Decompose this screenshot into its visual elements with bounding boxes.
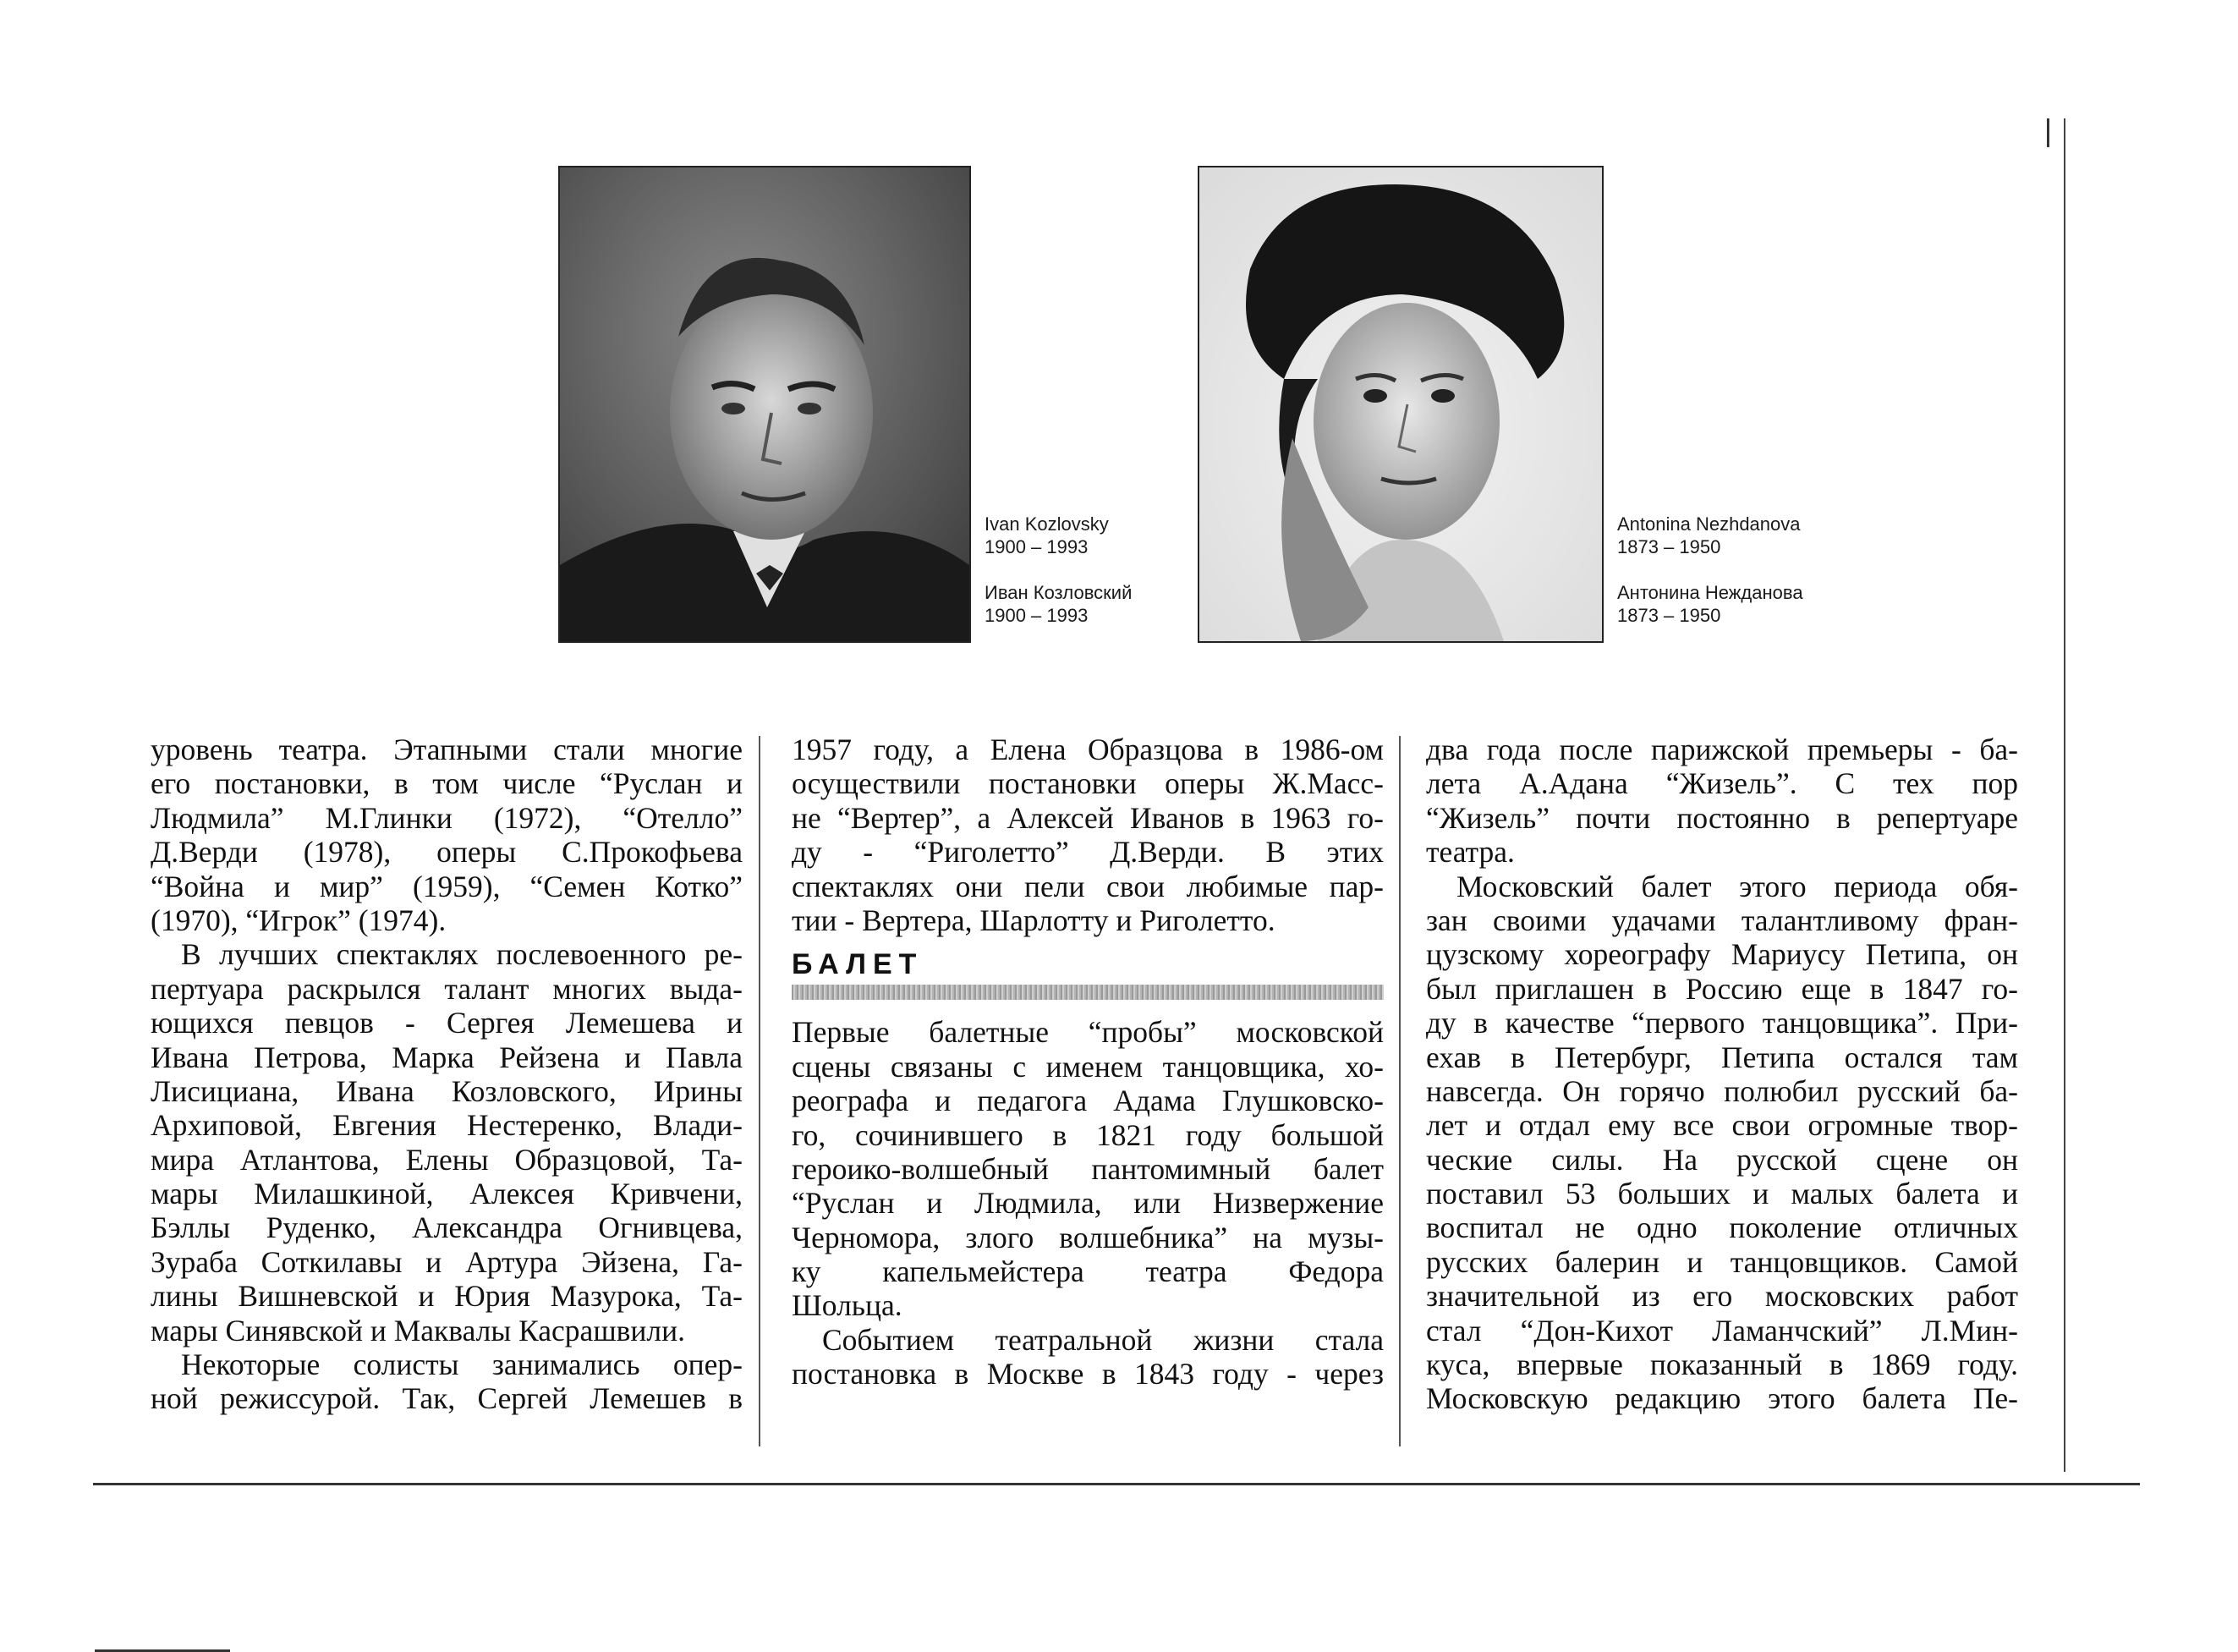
text-column-1 — [151, 733, 743, 1416]
section-title-ballet: БАЛЕТ — [792, 948, 924, 981]
paragraph-line: был приглашен в Россию еще в 1847 го- — [1426, 971, 2018, 1006]
paragraph-line: “Война и мир” (1959), “Семен Котко” — [151, 869, 743, 903]
paragraph-line: пертуара раскрылся талант многих выда- — [151, 971, 743, 1006]
text-column-2 — [792, 733, 1384, 1391]
paragraph-line: Шольца. — [792, 1288, 902, 1323]
paragraph-line: осуществили постановки оперы Ж.Масс- — [792, 766, 1384, 801]
caption-years-ru: 1900 – 1993 — [985, 605, 1089, 626]
paragraph-line: цузскому хореографу Мариусу Петипа, он — [1426, 937, 2018, 972]
paragraph-line: В лучших спектаклях послевоенного ре- — [181, 937, 743, 972]
paragraph-line: Первые балетные “пробы” московской — [792, 1015, 1384, 1050]
paragraph-line: Некоторые солисты занимались опер- — [181, 1347, 743, 1382]
caption-nezhdanova — [1617, 513, 1803, 627]
page-right-edge-line — [2064, 118, 2065, 1472]
paragraph-line: его постановки, в том числе “Руслан и — [151, 766, 743, 801]
paragraph-line: ду в качестве “первого танцовщика”. При- — [1426, 1006, 2018, 1040]
paragraph-line: воспитал не одно поколение отличных — [1426, 1210, 2018, 1245]
paragraph-line: ехав в Петербург, Петипа остался там — [1426, 1040, 2018, 1074]
paragraph-line: поставил 53 больших и малых балета и — [1426, 1177, 2018, 1211]
paragraph-line: Лисициана, Ивана Козловского, Ирины — [151, 1073, 743, 1108]
paragraph-line: спектаклях они пели свои любимые пар- — [792, 869, 1384, 903]
paragraph-line: го, сочинившего в 1821 году большой — [792, 1117, 1384, 1152]
paragraph-line: Людмила” М.Глинки (1972), “Отелло” — [151, 800, 743, 835]
caption-name-ru: Иван Козловский — [985, 582, 1133, 603]
portrait-kozlovsky-image — [560, 167, 969, 641]
caption-years-en: 1873 – 1950 — [1617, 536, 1721, 557]
column-divider-1 — [759, 736, 760, 1446]
paragraph-line: Черномора, злого волшебника” на музы- — [792, 1220, 1384, 1254]
paragraph-line: Архиповой, Евгения Нестеренко, Влади- — [151, 1108, 743, 1143]
caption-years-en: 1900 – 1993 — [985, 536, 1089, 557]
caption-name-ru: Антонина Нежданова — [1617, 582, 1803, 603]
text-column-3 — [1426, 733, 2018, 1416]
page-top-mark — [2047, 118, 2049, 147]
paragraph-line: ческие силы. На русской сцене он — [1426, 1142, 2018, 1177]
paragraph-line: сцены связаны с именем танцовщика, хо- — [792, 1049, 1384, 1084]
paragraph-line: постановка в Москве в 1843 году - через — [792, 1357, 1384, 1391]
caption-years-ru: 1873 – 1950 — [1617, 605, 1721, 626]
paragraph-line: мира Атлантова, Елены Образцовой, Та- — [151, 1142, 743, 1177]
paragraph-line: мары Милашкиной, Алексея Кривчени, — [151, 1177, 743, 1211]
paragraph-line: реографа и педагога Адама Глушковско- — [792, 1084, 1384, 1118]
paragraph-line: ду - “Риголетто” Д.Верди. В этих — [792, 835, 1384, 870]
paragraph-line: театра. — [1426, 835, 1515, 870]
paragraph-line: ку капельмейстера театра Федора — [792, 1254, 1384, 1289]
paragraph-line: Событием театральной жизни стала — [822, 1322, 1384, 1357]
paragraph-line: зан своими удачами талантливому фран- — [1426, 903, 2018, 937]
paragraph-line: (1970), “Игрок” (1974). — [151, 903, 447, 937]
bottom-rule — [93, 1483, 2140, 1485]
portrait-nezhdanova-image — [1199, 167, 1602, 641]
paragraph-line: уровень театра. Этапными стали многие — [151, 733, 743, 766]
paragraph-line: Д.Верди (1978), оперы С.Прокофьева — [151, 835, 743, 870]
paragraph-line: стал “Дон-Кихот Ламанчский” Л.Мин- — [1426, 1313, 2018, 1347]
column-divider-2 — [1399, 736, 1401, 1446]
paragraph-line: “Жизель” почти постоянно в репертуаре — [1426, 800, 2018, 835]
caption-kozlovsky — [985, 513, 1132, 627]
paragraph-line: куса, впервые показанный в 1869 году. — [1426, 1347, 2018, 1382]
caption-name-en: Antonina Nezhdanova — [1617, 513, 1801, 535]
paragraph-line: лет и отдал ему все свои огромные твор- — [1426, 1108, 2018, 1143]
photo-antonina-nezhdanova — [1198, 166, 1604, 643]
paragraph-line: русских балерин и танцовщиков. Самой — [1426, 1244, 2018, 1279]
paragraph-line: не “Вертер”, а Алексей Иванов в 1963 го- — [792, 800, 1384, 835]
caption-name-en: Ivan Kozlovsky — [985, 513, 1109, 535]
paragraph-line: ной режиссурой. Так, Сергей Лемешев в — [151, 1381, 743, 1416]
photo-ivan-kozlovsky — [558, 166, 971, 643]
paragraph-line: Бэллы Руденко, Александра Огнивцева, — [151, 1210, 743, 1245]
paragraph-line: Московскую редакцию этого балета Пе- — [1426, 1381, 2018, 1416]
paragraph-line: “Руслан и Людмила, или Низвержение — [792, 1186, 1384, 1221]
paragraph-line: тии - Вертера, Шарлотту и Риголетто. — [792, 903, 1275, 937]
paragraph-line: 1957 году, а Елена Образцова в 1986-ом — [792, 733, 1384, 766]
paragraph-line: лины Вишневской и Юрия Мазурока, Та- — [151, 1279, 743, 1314]
paragraph-line: мары Синявской и Маквалы Касрашвили. — [151, 1313, 685, 1347]
paragraph-line: героико-волшебный пантомимный балет — [792, 1151, 1384, 1186]
paragraph-line: навсегда. Он горячо полюбил русский ба- — [1426, 1073, 2018, 1108]
section-title-underline — [792, 985, 1384, 1000]
paragraph-line: лета А.Адана “Жизель”. С тех пор — [1426, 766, 2018, 801]
paragraph-line: Зураба Соткилавы и Артура Эйзена, Га- — [151, 1244, 743, 1279]
paragraph-line: ющихся певцов - Сергея Лемешева и — [151, 1006, 743, 1040]
paragraph-line: два года после парижской премьеры - ба- — [1426, 733, 2018, 766]
paragraph-line: значительной из его московских работ — [1426, 1279, 2018, 1314]
paragraph-line: Московский балет этого периода обя- — [1456, 869, 2018, 903]
paragraph-line: Ивана Петрова, Марка Рейзена и Павла — [151, 1040, 743, 1074]
